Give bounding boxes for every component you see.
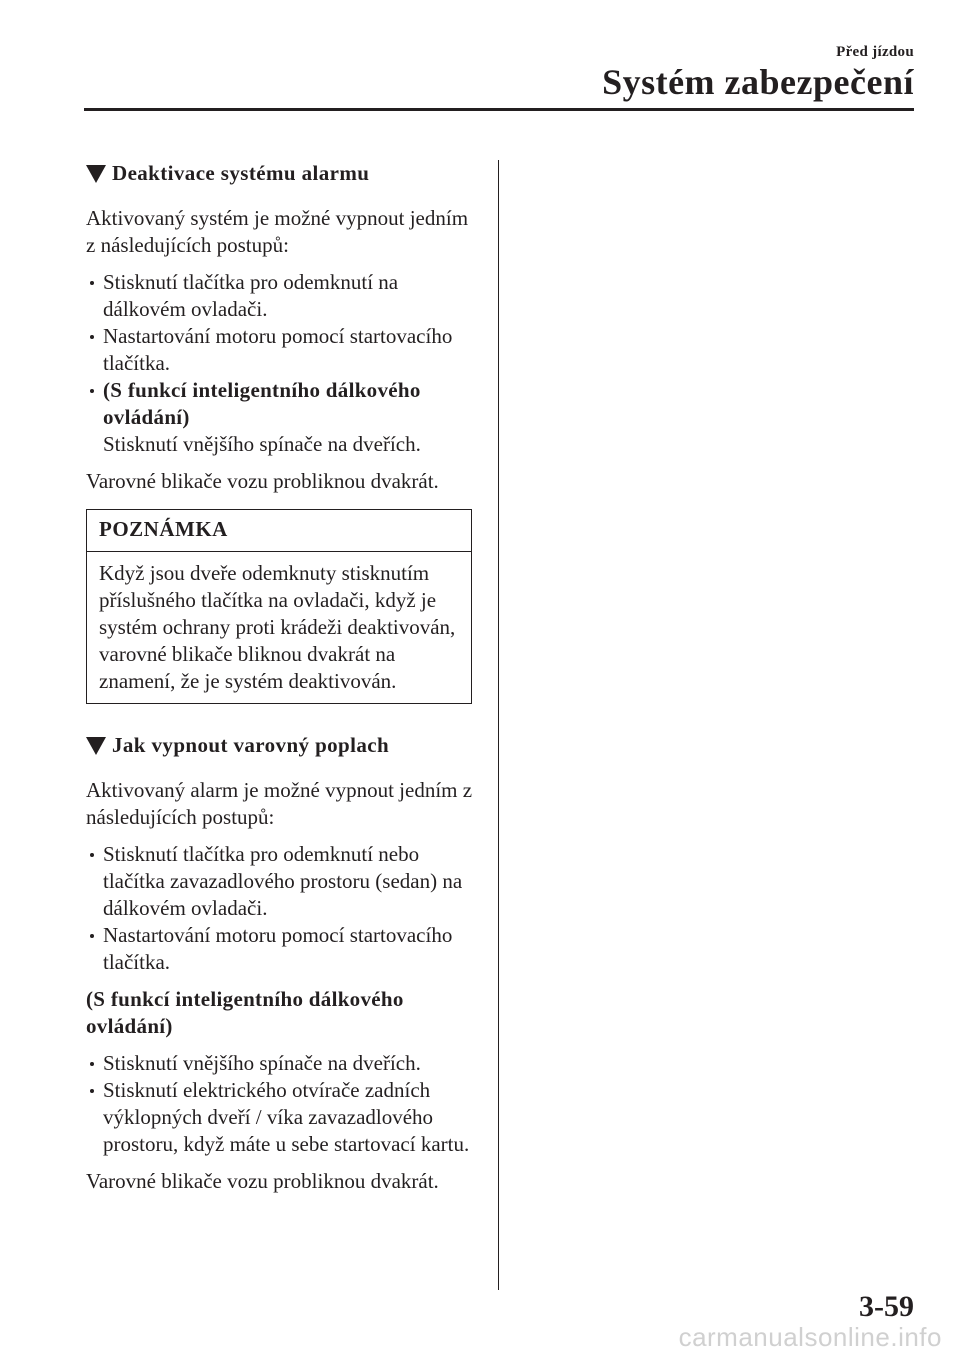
list-item [86,323,476,377]
outro-paragraph: Varovné blikače vozu probliknou dvakrát. [86,469,439,493]
condition-subheading: (S funkcí inteligentního dálkového ovládání) [86,987,404,1038]
list-item-text: Stisknutí tlačítka pro odemknutí nebo tlačítka zavazadlového prostoru (sedan) na dálkovém ovladači. [103,842,463,920]
note-box [86,509,472,704]
note-title: POZNÁMKA [87,510,471,552]
list-item-text: Stisknutí vnějšího spínače na dveřích. [103,432,421,456]
list-item [86,1050,476,1077]
section-label: Před jízdou [836,44,914,60]
triangle-marker-icon [86,165,106,183]
section-heading-text: Jak vypnout varovný poplach [112,733,390,757]
header-divider [84,108,914,111]
intro-paragraph: Aktivovaný alarm je možné vypnout jedním z následujících postupů: [86,778,473,829]
column-divider [498,160,499,1290]
bullet-list [86,1050,476,1158]
bullet-icon [90,853,94,857]
list-item [86,1077,476,1158]
page-title: Systém zabezpečení [602,62,914,102]
bullet-icon [90,1089,94,1093]
list-item-text: Nastartování motoru pomocí startovacího tlačítka. [103,324,453,375]
section-heading-deactivation [86,160,476,187]
left-column [86,160,476,1205]
note-body: Když jsou dveře odemknuty stisknutím příslušného tlačítka na ovladači, když je systém ochrany proti krádeži deaktivován, varovné blikače bliknou dvakrát na znamení, že je systém deaktivován. [99,561,456,693]
bullet-list [86,841,476,976]
triangle-marker-icon [86,737,106,755]
bullet-icon [90,281,94,285]
list-item [86,269,476,323]
list-item [86,377,476,458]
outro-paragraph: Varovné blikače vozu probliknou dvakrát. [86,1169,439,1193]
list-item-text: Stisknutí elektrického otvírače zadních výklopných dveří / víka zavazadlového prostoru, když máte u sebe startovací kartu. [103,1078,470,1156]
list-item-text: Stisknutí tlačítka pro odemknutí na dálkovém ovladači. [103,270,399,321]
list-item-text: Nastartování motoru pomocí startovacího tlačítka. [103,923,453,974]
bullet-icon [90,1062,94,1066]
list-item [86,841,476,922]
watermark[interactable]: carmanualsonline.info [678,1322,942,1352]
list-item-text: Stisknutí vnějšího spínače na dveřích. [103,1051,421,1075]
bullet-icon [90,389,94,393]
bullet-icon [90,335,94,339]
list-item-condition: (S funkcí inteligentního dálkového ovládání) [103,378,421,429]
page-number: 3-59 [859,1290,914,1323]
bullet-icon [90,934,94,938]
section-heading-text: Deaktivace systému alarmu [112,161,370,185]
section-heading-alarm-off [86,732,476,759]
list-item [86,922,476,976]
bullet-list [86,269,476,458]
intro-paragraph: Aktivovaný systém je možné vypnout jedním z následujících postupů: [86,206,469,257]
